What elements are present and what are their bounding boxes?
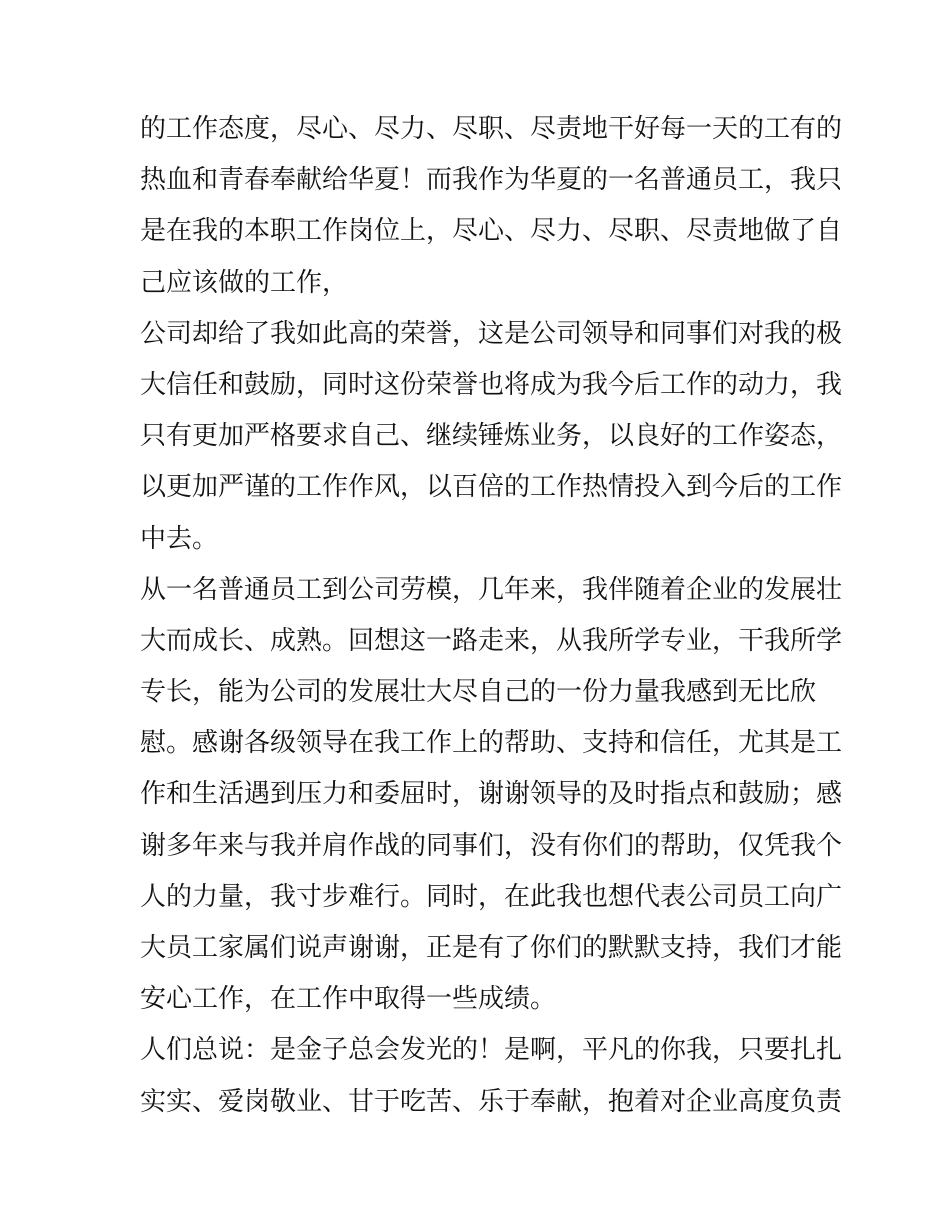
text-line: 从一名普通员工到公司劳模，几年来，我伴随着企业的发展壮: [140, 574, 843, 605]
document-body: [140, 104, 843, 1128]
text-line: 慰。感谢各级领导在我工作上的帮助、支持和信任，尤其是工: [140, 728, 843, 759]
text-line: 作和生活遇到压力和委屈时，谢谢领导的及时指点和鼓励；感: [140, 779, 843, 810]
text-line: 热血和青春奉献给华夏！而我作为华夏的一名普通员工，我只: [140, 165, 843, 196]
text-line: 中去。: [140, 523, 219, 554]
text-line: 的工作态度，尽心、尽力、尽职、尽责地干好每一天的工有的: [140, 114, 843, 144]
text-line: 公司却给了我如此高的荣誉，这是公司领导和同事们对我的极: [140, 318, 843, 349]
text-line: 大而成长、成熟。回想这一路走来，从我所学专业，干我所学: [140, 625, 843, 656]
text-line: 实实、爱岗敬业、甘于吃苦、乐于奉献，抱着对企业高度负责: [140, 1086, 843, 1117]
text-line: 安心工作，在工作中取得一些成绩。: [140, 984, 557, 1015]
text-line: 只有更加严格要求自己、继续锤炼业务，以良好的工作姿态，: [140, 421, 843, 452]
text-line: 以更加严谨的工作作风，以百倍的工作热情投入到今后的工作: [140, 472, 843, 503]
text-line: 人们总说：是金子总会发光的！是啊，平凡的你我，只要扎扎: [140, 1035, 843, 1066]
text-line: 己应该做的工作，: [140, 267, 349, 298]
text-line: 专长，能为公司的发展壮大尽自己的一份力量我感到无比欣: [140, 677, 817, 708]
text-line: 是在我的本职工作岗位上，尽心、尽力、尽职、尽责地做了自: [140, 216, 843, 247]
text-line: 谢多年来与我并肩作战的同事们，没有你们的帮助，仅凭我个: [140, 830, 843, 861]
text-line: 大员工家属们说声谢谢，正是有了你们的默默支持，我们才能: [140, 933, 843, 963]
text-line: 人的力量，我寸步难行。同时，在此我也想代表公司员工向广: [140, 881, 843, 912]
text-line: 大信任和鼓励，同时这份荣誉也将成为我今后工作的动力，我: [140, 369, 843, 400]
